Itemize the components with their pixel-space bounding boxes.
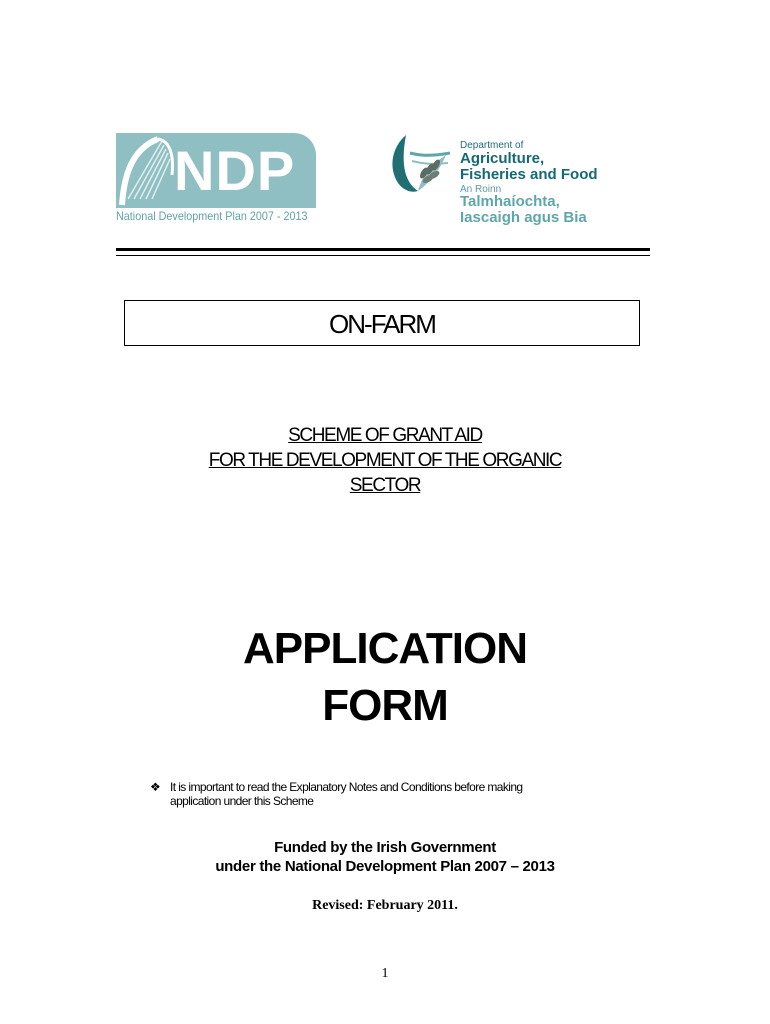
on-farm-box [124, 300, 640, 346]
dept-prefix: Department of [460, 140, 524, 151]
header-rule-thin [116, 255, 650, 256]
funding-line2: under the National Development Plan 2007 – 2013 [215, 858, 555, 875]
application-form-heading [100, 620, 670, 734]
dept-irish-prefix: An Roinn [460, 184, 502, 195]
on-farm-title: ON-FARM [329, 309, 435, 339]
dept-name-line2: Fisheries and Food [460, 166, 598, 183]
ndp-caption: National Development Plan 2007 - 2013 [116, 209, 308, 223]
note-line2: application under this Scheme [170, 794, 314, 808]
harp-icon [118, 135, 178, 207]
ndp-logo-panel [116, 133, 316, 208]
funding-line1: Funded by the Irish Government [274, 839, 496, 856]
explanatory-note [170, 780, 620, 808]
note-line1: It is important to read the Explanatory Notes and Conditions before making [170, 780, 523, 794]
dept-name-line1: Agriculture, [460, 150, 545, 167]
diamond-bullet-icon: ❖ [150, 780, 161, 794]
heading-line2: FORM [322, 681, 448, 730]
scheme-title-line1: SCHEME OF GRANT AID [288, 425, 482, 446]
header-rule-thick [116, 248, 650, 251]
scheme-title-line2: FOR THE DEVELOPMENT OF THE ORGANIC [208, 450, 562, 471]
dept-irish-line1: Talmhaíochta, [460, 193, 560, 210]
department-logo [388, 133, 648, 228]
funding-statement [120, 838, 650, 876]
scheme-title [90, 423, 680, 498]
ndp-wordmark: NDP [174, 139, 296, 202]
ndp-logo [116, 133, 320, 228]
page-number: 1 [381, 966, 389, 981]
revision-date: Revised: February 2011. [312, 898, 458, 913]
heading-line1: APPLICATION [243, 624, 527, 673]
wheat-emblem-icon [388, 133, 454, 195]
scheme-title-line3: SECTOR [349, 475, 421, 496]
dept-irish-line2: Iascaigh agus Bia [460, 209, 587, 226]
